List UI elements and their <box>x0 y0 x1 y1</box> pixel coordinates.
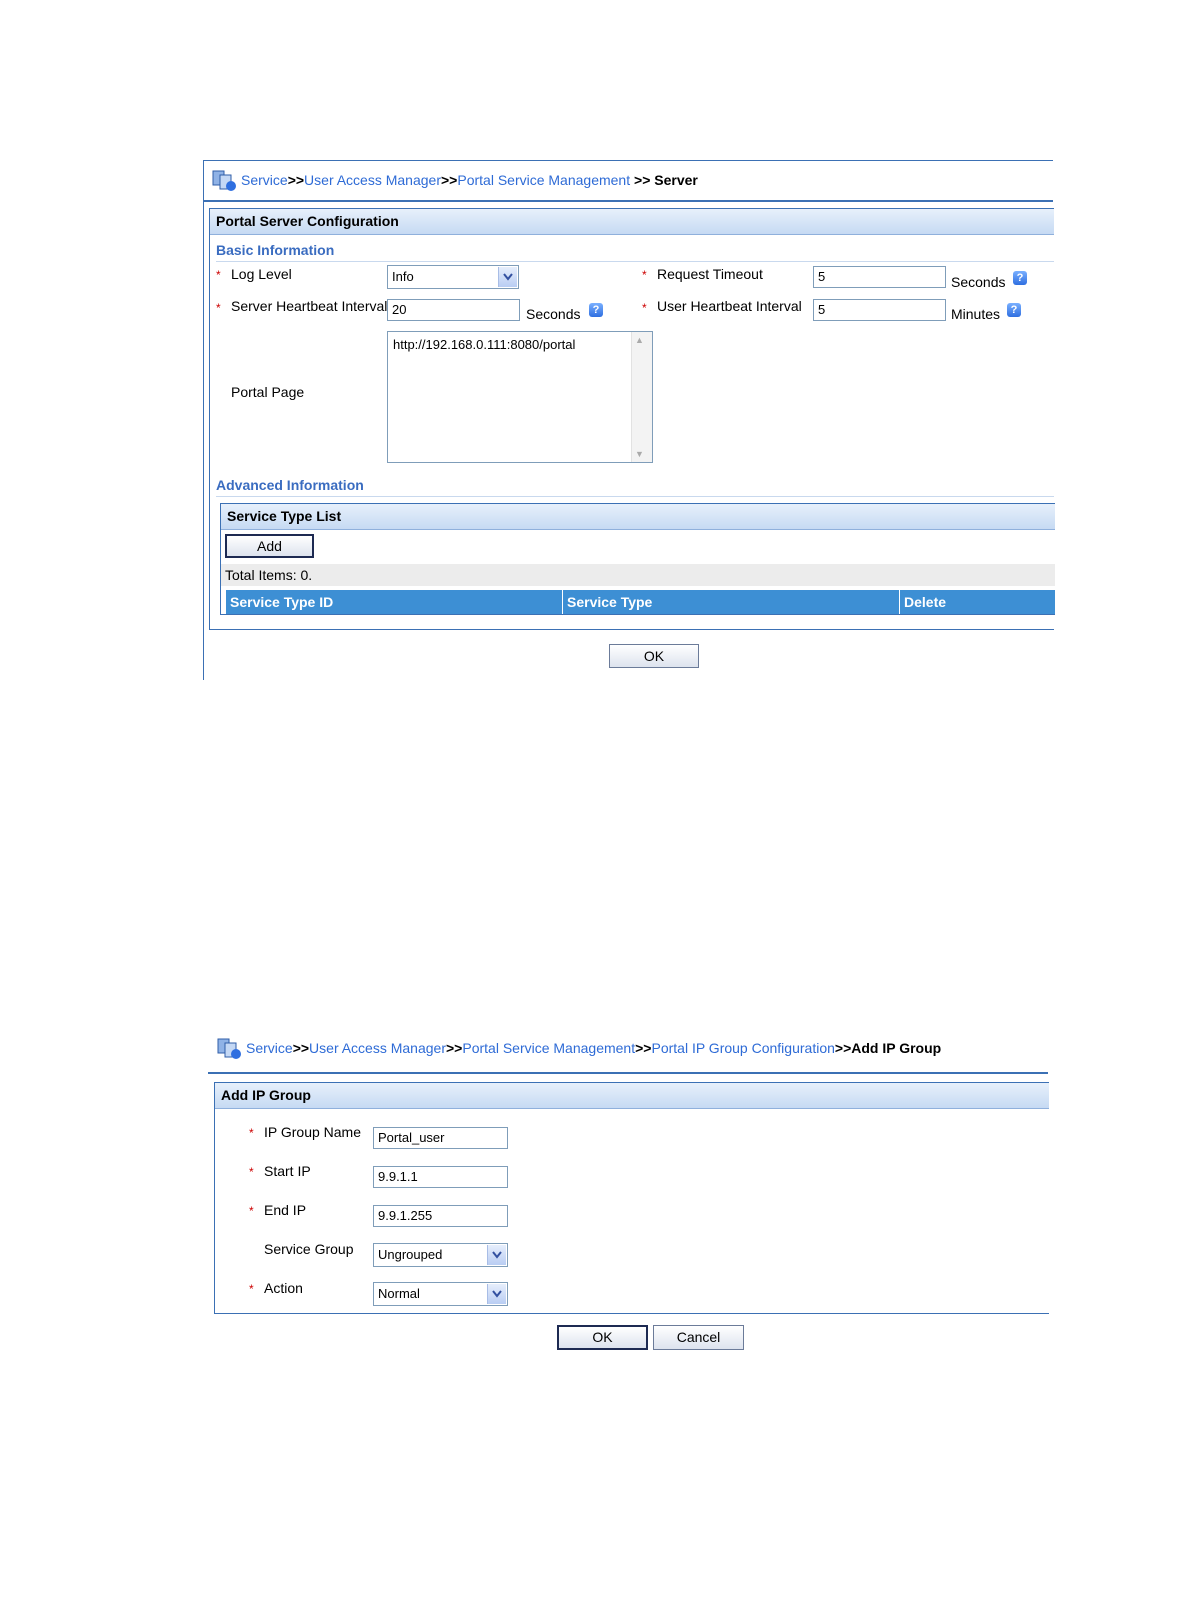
help-icon[interactable]: ? <box>589 303 603 317</box>
service-group-value: Ungrouped <box>378 1247 443 1262</box>
breadcrumb-current: Server <box>654 172 698 188</box>
log-level-select[interactable] <box>387 265 519 289</box>
request-timeout-input[interactable]: 5 <box>813 266 946 288</box>
screen-left-border <box>203 160 204 680</box>
required-mark: * <box>249 1204 254 1218</box>
action-select[interactable] <box>373 1282 508 1306</box>
scroll-down-icon[interactable]: ▼ <box>635 449 644 459</box>
advanced-info-divider <box>216 496 1054 497</box>
breadcrumb-divider <box>203 200 1053 202</box>
breadcrumb-ip-group-config-link[interactable]: Portal IP Group Configuration <box>651 1040 835 1056</box>
breadcrumb-separator: >> <box>292 1040 310 1056</box>
ip-group-name-input[interactable]: Portal_user <box>373 1127 508 1149</box>
panel-title: Add IP Group <box>215 1083 1049 1109</box>
start-ip-input[interactable]: 9.9.1.1 <box>373 1166 508 1188</box>
portal-page-scrollbar[interactable] <box>631 332 652 462</box>
basic-info-divider <box>216 261 1054 262</box>
user-heartbeat-unit: Minutes <box>951 306 1001 322</box>
help-icon[interactable]: ? <box>1007 303 1021 317</box>
service-type-table-header <box>226 590 1055 614</box>
user-heartbeat-label: User Heartbeat Interval <box>657 298 802 314</box>
end-ip-label: End IP <box>264 1202 307 1218</box>
scroll-up-icon[interactable]: ▲ <box>635 335 644 345</box>
required-mark: * <box>642 268 647 282</box>
column-service-type[interactable]: Service Type <box>563 590 900 614</box>
ok-button[interactable]: OK <box>557 1325 648 1350</box>
start-ip-label: Start IP <box>264 1163 311 1179</box>
breadcrumb-divider <box>208 1072 1048 1074</box>
breadcrumb-separator: >> <box>441 172 458 188</box>
breadcrumb <box>241 172 698 188</box>
basic-info-heading: Basic Information <box>216 242 335 258</box>
breadcrumb <box>246 1040 941 1056</box>
required-mark: * <box>642 301 647 315</box>
service-type-list-title: Service Type List <box>221 504 1055 530</box>
cancel-button[interactable]: Cancel <box>653 1325 744 1350</box>
action-label: Action <box>264 1280 303 1296</box>
breadcrumb-separator: >> <box>630 172 655 188</box>
server-heartbeat-label: Server Heartbeat Interval <box>231 298 388 314</box>
breadcrumb-separator: >> <box>446 1040 463 1056</box>
help-icon[interactable]: ? <box>1013 271 1027 285</box>
portal-page-value: http://192.168.0.111:8080/portal <box>393 337 576 352</box>
app-icon <box>211 168 237 192</box>
breadcrumb-current: Add IP Group <box>851 1040 942 1056</box>
breadcrumb-service-link[interactable]: Service <box>246 1040 293 1056</box>
total-items-text: Total Items: 0. <box>225 567 313 583</box>
ok-button[interactable]: OK <box>609 644 699 668</box>
request-timeout-label: Request Timeout <box>657 266 763 282</box>
required-mark: * <box>249 1282 254 1296</box>
breadcrumb-service-link[interactable]: Service <box>241 172 288 188</box>
add-button[interactable]: Add <box>225 534 314 558</box>
service-group-label: Service Group <box>264 1241 354 1257</box>
user-heartbeat-input[interactable]: 5 <box>813 299 946 321</box>
required-mark: * <box>249 1126 254 1140</box>
action-value: Normal <box>378 1286 420 1301</box>
portal-page-label: Portal Page <box>231 384 305 400</box>
breadcrumb-psm-link[interactable]: Portal Service Management <box>462 1040 636 1056</box>
breadcrumb-uam-link[interactable]: User Access Manager <box>309 1040 446 1056</box>
portal-server-config-panel <box>209 208 1054 630</box>
panel-title: Portal Server Configuration <box>210 209 1054 235</box>
server-config-screen <box>203 160 1053 680</box>
ip-group-name-label: IP Group Name <box>264 1124 362 1140</box>
breadcrumb-psm-link[interactable]: Portal Service Management <box>457 172 631 188</box>
end-ip-input[interactable]: 9.9.1.255 <box>373 1205 508 1227</box>
chevron-down-icon <box>487 1245 506 1265</box>
server-heartbeat-unit: Seconds <box>526 306 581 322</box>
total-items-bar <box>221 564 1055 586</box>
service-type-list-panel <box>220 503 1055 615</box>
screen-top-border <box>203 160 1053 161</box>
server-heartbeat-input[interactable]: 20 <box>387 299 520 321</box>
breadcrumb-separator: >> <box>287 172 305 188</box>
breadcrumb-uam-link[interactable]: User Access Manager <box>304 172 441 188</box>
add-ip-group-screen <box>208 1030 1048 1350</box>
app-icon <box>216 1036 242 1060</box>
request-timeout-unit: Seconds <box>951 274 1006 290</box>
breadcrumb-separator: >> <box>834 1040 852 1056</box>
portal-page-textarea[interactable] <box>387 331 653 463</box>
column-service-type-id[interactable]: Service Type ID <box>226 590 563 614</box>
log-level-label: Log Level <box>231 266 292 282</box>
service-group-select[interactable] <box>373 1243 508 1267</box>
column-delete: Delete <box>904 594 947 610</box>
required-mark: * <box>216 301 221 315</box>
breadcrumb-separator: >> <box>635 1040 652 1056</box>
add-ip-group-panel <box>214 1082 1049 1314</box>
required-mark: * <box>249 1165 254 1179</box>
advanced-info-heading: Advanced Information <box>216 477 364 493</box>
chevron-down-icon <box>498 267 517 287</box>
chevron-down-icon <box>487 1284 506 1304</box>
required-mark: * <box>216 268 221 282</box>
log-level-value: Info <box>392 269 414 284</box>
